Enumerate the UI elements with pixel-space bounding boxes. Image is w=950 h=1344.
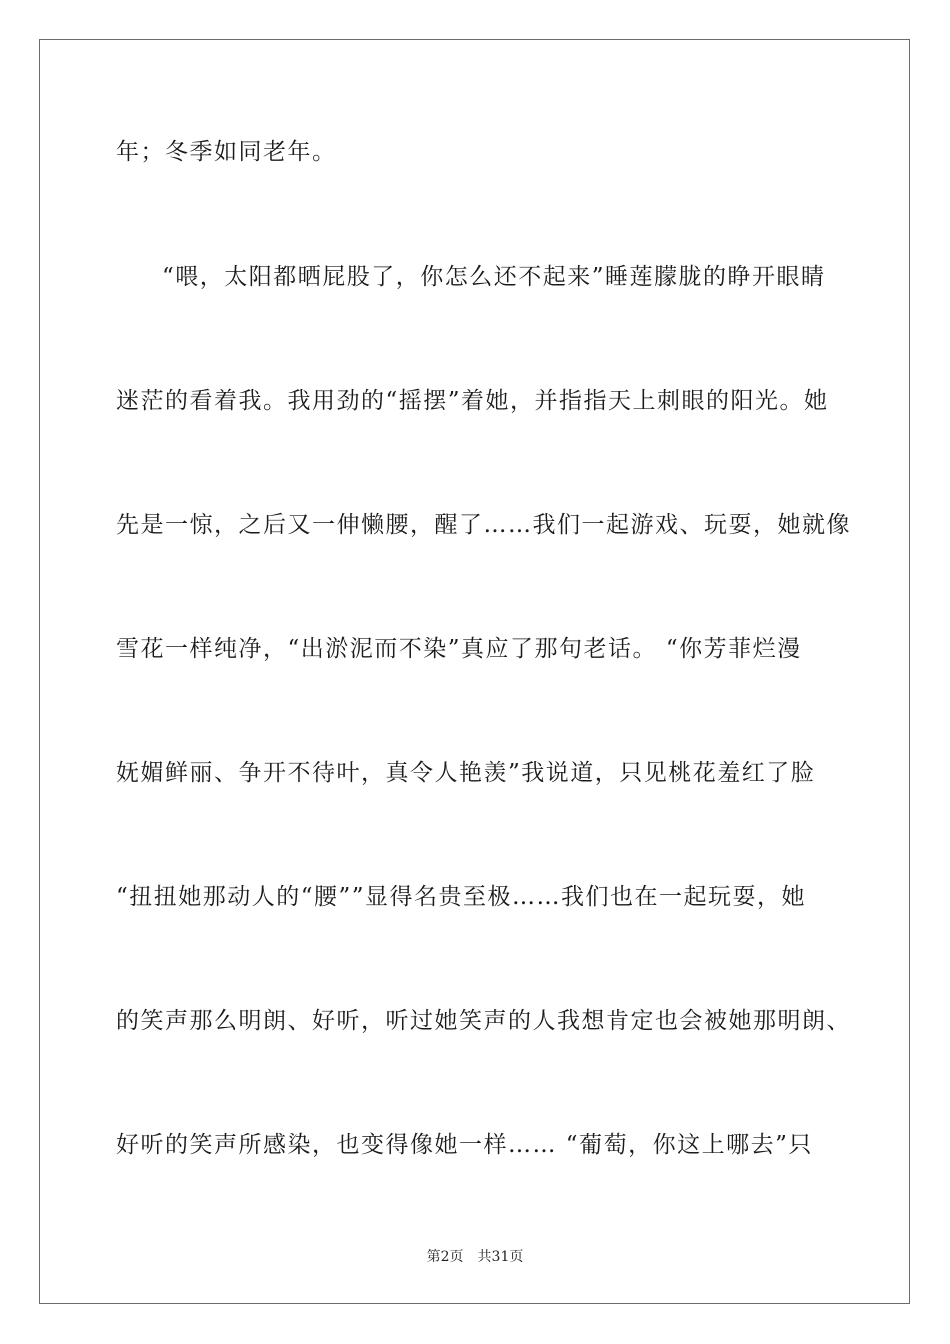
text-line-5: 雪花一样纯净，“出淤泥而不染”真应了那句老话。 “你芳菲烂漫 <box>116 636 802 662</box>
text-line-6: 妩媚鲜丽、争开不待叶，真令人艳羡”我说道，只见桃花羞红了脸 <box>116 760 816 786</box>
page-border <box>39 39 910 1304</box>
page-number: 第2页 <box>426 1249 464 1265</box>
text-line-7: “扭扭她那动人的“腰””显得名贵至极……我们也在一起玩耍，她 <box>116 884 807 910</box>
text-line-2: “喂，太阳都晒屁股了，你怎么还不起来”睡莲朦胧的睁开眼睛 <box>162 264 826 290</box>
text-line-4: 先是一惊，之后又一伸懒腰，醒了……我们一起游戏、玩耍，她就像 <box>116 512 851 538</box>
text-line-3: 迷茫的看着我。我用劲的“摇摆”着她，并指指天上刺眼的阳光。她 <box>116 388 829 414</box>
text-line-8: 的笑声那么明朗、好听，听过她笑声的人我想肯定也会被她那明朗、 <box>116 1008 851 1034</box>
text-line-1: 年；冬季如同老年。 <box>116 139 337 165</box>
text-line-9: 好听的笑声所感染，也变得像她一样…… “葡萄，你这上哪去”只 <box>116 1132 813 1158</box>
page-footer <box>0 1248 950 1266</box>
page-total: 共31页 <box>477 1249 524 1265</box>
